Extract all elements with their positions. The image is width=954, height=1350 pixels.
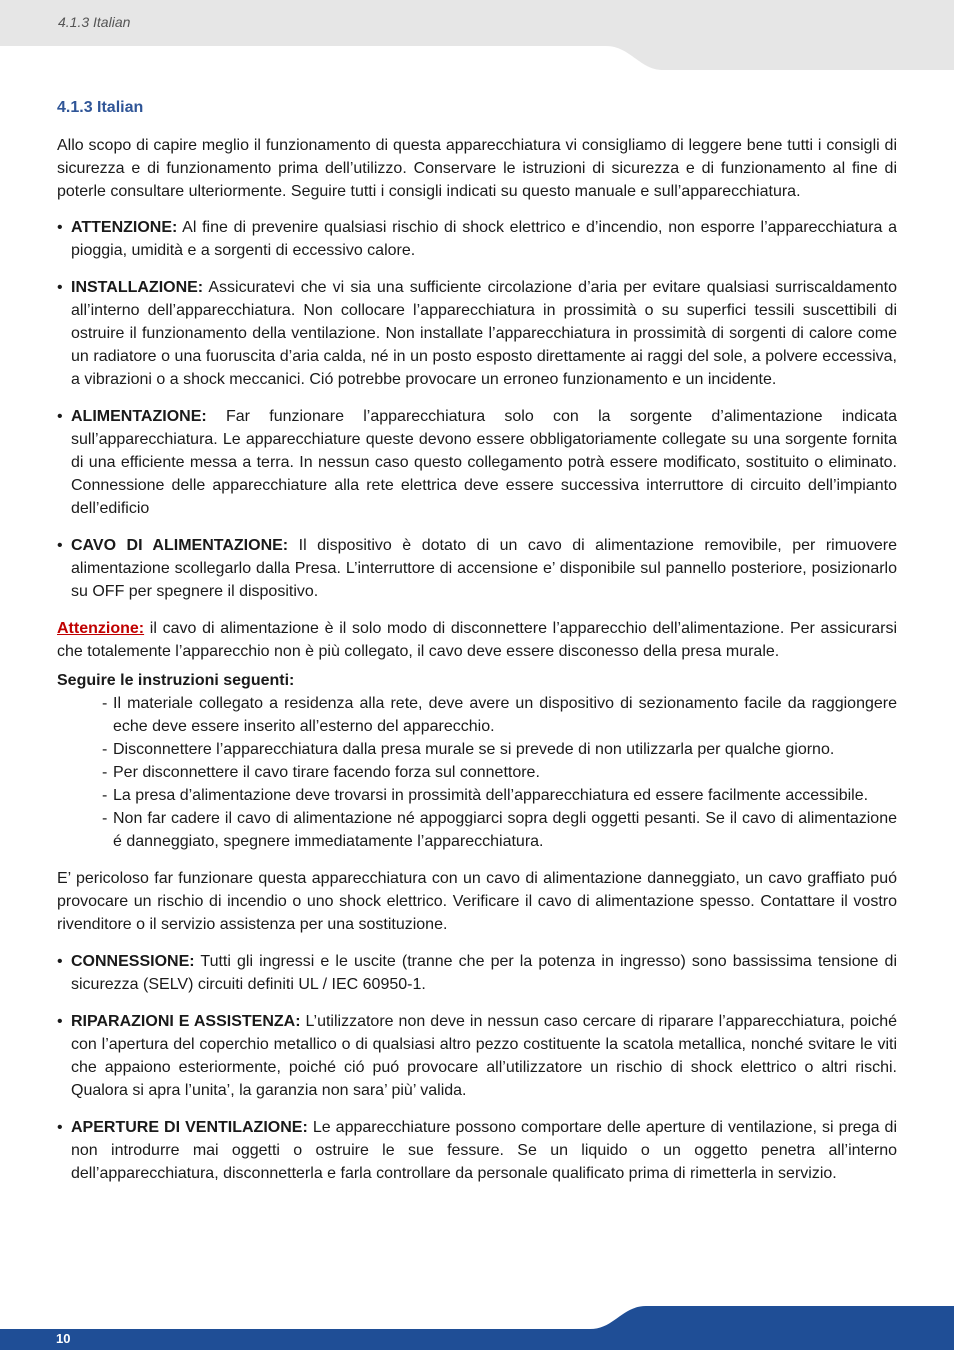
bullet-item bbox=[57, 1010, 897, 1102]
list-item bbox=[57, 738, 897, 761]
bullet-label: CONNESSIONE: bbox=[71, 953, 195, 970]
dash-symbol: - bbox=[102, 741, 108, 758]
bullet-label: RIPARAZIONI E ASSISTENZA: bbox=[71, 1013, 301, 1030]
bullet-text: Al fine di prevenire qualsiasi rischio di shock elettrico e d’incendio, non esporre l’apparecchiatura a pioggia, umidità e a sorgenti di eccessivo calore. bbox=[71, 219, 897, 259]
bullet-symbol: • bbox=[57, 408, 63, 425]
warning-label: Attenzione: bbox=[57, 620, 145, 637]
bullet-label: ATTENZIONE: bbox=[71, 219, 178, 236]
bullet-symbol: • bbox=[57, 279, 63, 296]
header-band bbox=[0, 0, 954, 70]
dash-symbol: - bbox=[102, 695, 108, 712]
bullet-symbol: • bbox=[57, 1013, 63, 1030]
instructions-title: Seguire le instruzioni seguenti: bbox=[57, 672, 295, 689]
bullet-text: Il dispositivo è dotato di un cavo di alimentazione removibile, per rimuovere alimentazione scollegarlo dalla Presa. L’interruttore di accensione e’ disponibile sul pannello posteriore, posizionarlo su OFF per spegnere il dispositivo. bbox=[71, 537, 897, 600]
bullet-symbol: • bbox=[57, 953, 63, 970]
instructions-list bbox=[57, 692, 897, 853]
bullet-symbol: • bbox=[57, 537, 63, 554]
bullet-label: APERTURE DI VENTILAZIONE: bbox=[71, 1119, 308, 1136]
section-title: 4.1.3 Italian bbox=[57, 99, 144, 116]
bullet-text: Assicuratevi che vi sia una sufficiente circolazione d’aria per evitare qualsiasi surriscaldamento all’interno dell’apparecchiatura. Non collocare l’apparecchiatura in prossimità o su superfici tessili suscettibili di ostruire il funzionamento della ventilazione. Non installate l’apparecchiatura in prossimità di sorgenti di calore come un radiatore o una fuoruscita d’aria calda, né in un posto esposto direttamente ai raggi del sole, a polvere eccessiva, a vibrazioni o a shock meccanici. Ció potrebbe provocare un erroneo funzionamento e un incidente. bbox=[71, 279, 897, 388]
dash-symbol: - bbox=[102, 787, 108, 804]
page-content bbox=[57, 96, 897, 1199]
list-item bbox=[57, 692, 897, 738]
page-number: 10 bbox=[56, 1331, 71, 1346]
list-item bbox=[57, 807, 897, 853]
list-item bbox=[57, 761, 897, 784]
bullet-item bbox=[57, 216, 897, 262]
list-item-text: Disconnettere l’apparecchiatura dalla presa murale se si prevede di non utilizzarla per qualche giorno. bbox=[113, 741, 835, 758]
bullet-label: CAVO DI ALIMENTAZIONE: bbox=[71, 537, 289, 554]
bullet-label: INSTALLAZIONE: bbox=[71, 279, 204, 296]
bullet-text: Le apparecchiature possono comportare delle aperture di ventilazione, si prega di non introdurre mai oggetti o ostruire le sue fessure. Se un liquido o un oggetto penetra all’interno dell’apparecchiatura, disconnetterla e farla controllare da personale qualificato prima di rimetterla in servizio. bbox=[71, 1119, 898, 1182]
bullet-item bbox=[57, 405, 897, 520]
bullet-text: L’utilizzatore non deve in nessun caso cercare di riparare l’apparecchiatura, poiché con l’apertura del coperchio metallico o di qualsiasi altro pezzo costituente la scatola metallica, nonché svitare le viti che appaiono esteriormente, poiché ció puó provocare all’utilizzatore un rischio di shock elettrico o altri rischi. Qualora si apra l’unita’, la garanzia non sara’ più’ valida. bbox=[71, 1013, 898, 1099]
list-item-text: Non far cadere il cavo di alimentazione né appoggiarci sopra degli oggetti pesanti. Se il cavo di alimentazione é danneggiato, spegnere immediatamente l’apparecchiatura. bbox=[113, 810, 897, 850]
intro-paragraph: Allo scopo di capire meglio il funzionamento di questa apparecchiatura vi consigliamo di leggere bene tutti i consigli di sicurezza e di funzionamento prima dell’utilizzo. Conservare le istruzioni di sicurezza e di funzionamento al fine di poterle consultare ulteriormente. Seguire tutti i consigli indicati su questo manuale e sull’apparecchiatura. bbox=[57, 137, 897, 200]
list-item bbox=[57, 784, 897, 807]
bullet-symbol: • bbox=[57, 219, 63, 236]
list-item-text: Per disconnettere il cavo tirare facendo forza sul connettore. bbox=[113, 764, 540, 781]
bullet-text: Far funzionare l’apparecchiatura solo con la sorgente d’alimentazione indicata sull’apparecchiatura. Le apparecchiature queste devono essere obbligatoriamente collegate su una sorgente fornita di una efficiente messa a terra. In nessun caso questo collegamento potrà essere modificato, sostituito o eliminato. Connessione delle apparecchiature alla rete elettrica deve essere successiva interruttore di circuito dell’impianto dell’edificio bbox=[71, 408, 897, 517]
bullet-label: ALIMENTAZIONE: bbox=[71, 408, 207, 425]
bullet-text: Tutti gli ingressi e le uscite (tranne che per la potenza in ingresso) sono bassissima tensione di sicurezza (SELV) circuiti definiti UL / IEC 60950-1. bbox=[71, 953, 897, 993]
warning-text: il cavo di alimentazione è il solo modo di disconnettere l’apparecchio dell’alimentazione. Per assicurarsi che totalemente l’apparecchio non è più collegato, il cavo deve essere disconesso della presa murale. bbox=[57, 620, 897, 660]
bullet-item bbox=[57, 534, 897, 603]
bullet-item bbox=[57, 1116, 897, 1185]
warning-paragraph bbox=[57, 617, 897, 663]
footer-band bbox=[0, 1300, 954, 1350]
list-item-text: Il materiale collegato a residenza alla rete, deve avere un dispositivo di sezionamento facile da raggiongere eche deve essere inserito all’esterno del apparecchio. bbox=[113, 695, 897, 735]
safety-bullets-b bbox=[57, 950, 897, 1185]
bullet-item bbox=[57, 276, 897, 391]
safety-bullets-a bbox=[57, 216, 897, 603]
bullet-symbol: • bbox=[57, 1119, 63, 1136]
danger-paragraph: E’ pericoloso far funzionare questa apparecchiatura con un cavo di alimentazione danneggiato, un cavo graffiato puó provocare un rischio di incendio o uno shock elettrico. Verificare il cavo di alimentazione spesso. Contattare il vostro rivenditore o il servizio assistenza per una sostituzione. bbox=[57, 870, 897, 933]
running-header: 4.1.3 Italian bbox=[58, 14, 131, 30]
dash-symbol: - bbox=[102, 764, 108, 781]
bullet-item bbox=[57, 950, 897, 996]
list-item-text: La presa d’alimentazione deve trovarsi in prossimità dell’apparecchiatura ed essere facilmente accessibile. bbox=[113, 787, 869, 804]
dash-symbol: - bbox=[102, 810, 108, 827]
